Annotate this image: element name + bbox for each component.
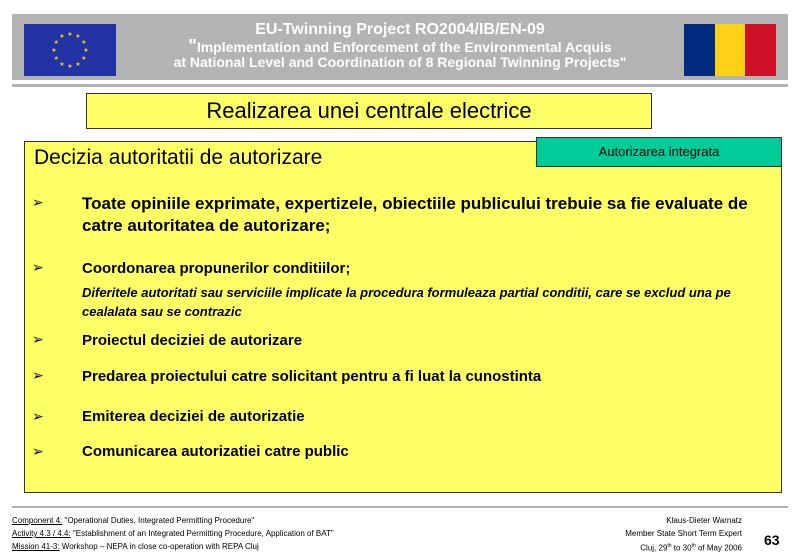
eu-flag-icon [24, 24, 116, 76]
header-text [122, 21, 678, 70]
date-part: Cluj, 29 [640, 543, 668, 553]
flag-stripe-yellow [715, 24, 746, 76]
header-banner [12, 14, 788, 80]
header-title: EU-Twinning Project RO2004/IB/EN-09 [255, 21, 545, 38]
activity-label: Activity 4.3 / 4.4: [12, 529, 71, 538]
footer-role: Member State Short Term Expert [625, 529, 742, 538]
footer-date [560, 540, 742, 555]
bullet-item: Predarea proiectului catre solicitant pentru a fi luat la cunostinta [82, 368, 542, 385]
footer-activity [12, 527, 334, 540]
footer-project-info [12, 514, 334, 553]
mission-label: Mission 41-3: [12, 542, 60, 551]
bullet-item: Coordonarea propunerilor conditiilor; [82, 260, 351, 277]
date-part: to 30 [671, 543, 692, 553]
eu-star-icon: ★ [59, 61, 65, 68]
bullet-item: Proiectul deciziei de autorizare [82, 332, 303, 349]
eu-star-icon: ★ [67, 64, 73, 70]
flag-stripe-red [745, 24, 776, 76]
mission-text: Workshop – NEPA in close co-operation with REPA Cluj [59, 542, 259, 551]
topic-tag: Autorizarea integrata [536, 137, 782, 167]
bullet-arrow-icon: ➢ [32, 367, 44, 383]
eu-star-icon: ★ [53, 56, 59, 62]
bullet-detail: Diferitele autoritati sau serviciile implicate la procedura formuleaza partial conditii, care se exclud una pe cealalata sau se contrazic [82, 285, 731, 319]
footer-component [12, 514, 334, 527]
eu-star-icon: ★ [51, 48, 57, 54]
eu-star-icon: ★ [59, 34, 65, 41]
header-subtitle-line1: Implementation and Enforcement of the Environmental Acquis [196, 39, 612, 55]
slide-title: Realizarea unei centrale electrice [86, 93, 652, 129]
flag-stripe-blue [684, 24, 715, 76]
header-subtitle-1 [122, 36, 678, 56]
footer-author: Klaus-Dieter Warnatz [666, 516, 742, 525]
date-suffix: th [667, 543, 672, 549]
eu-star-icon: ★ [53, 40, 59, 46]
bullet-arrow-icon: ➢ [32, 408, 44, 424]
footer-mission [12, 540, 334, 553]
bullet-arrow-icon: ➢ [32, 259, 44, 275]
bullet-arrow-icon: ➢ [32, 194, 44, 210]
romania-flag-icon [684, 24, 776, 76]
eu-star-icon: ★ [81, 56, 87, 62]
quote-mark: " [188, 36, 197, 56]
eu-star-icon: ★ [83, 48, 89, 54]
page-number: 63 [764, 532, 780, 548]
date-part: of May 2006 [695, 543, 742, 553]
top-divider [12, 84, 788, 87]
bullet-arrow-icon: ➢ [32, 331, 44, 347]
bullet-item: Emiterea deciziei de autorizatie [82, 408, 305, 425]
eu-star-icon: ★ [75, 34, 81, 41]
footer-author-info [560, 514, 742, 555]
header-subtitle-line2: at National Level and Coordination of 8 Regional Twinning Projects" [173, 54, 627, 70]
section-heading: Decizia autoritatii de autorizare [34, 146, 323, 169]
bottom-divider [12, 506, 788, 508]
bullet-item: Toate opiniile exprimate, expertizele, obiectiile publicului trebuie sa fie evaluate de catre autoritatea de autorizare; [82, 194, 748, 235]
component-text: "Operational Duties, Integrated Permitting Procedure" [62, 516, 255, 525]
eu-star-icon: ★ [75, 61, 81, 68]
date-suffix: th [691, 543, 696, 549]
eu-star-icon: ★ [81, 40, 87, 46]
bullet-arrow-icon: ➢ [32, 443, 44, 459]
activity-text: "Establishment of an Integrated Permitting Procedure, Application of BAT" [70, 529, 334, 538]
bullet-item: Comunicarea autorizatiei catre public [82, 443, 349, 460]
component-label: Component 4: [12, 516, 63, 525]
eu-star-icon: ★ [67, 32, 73, 38]
